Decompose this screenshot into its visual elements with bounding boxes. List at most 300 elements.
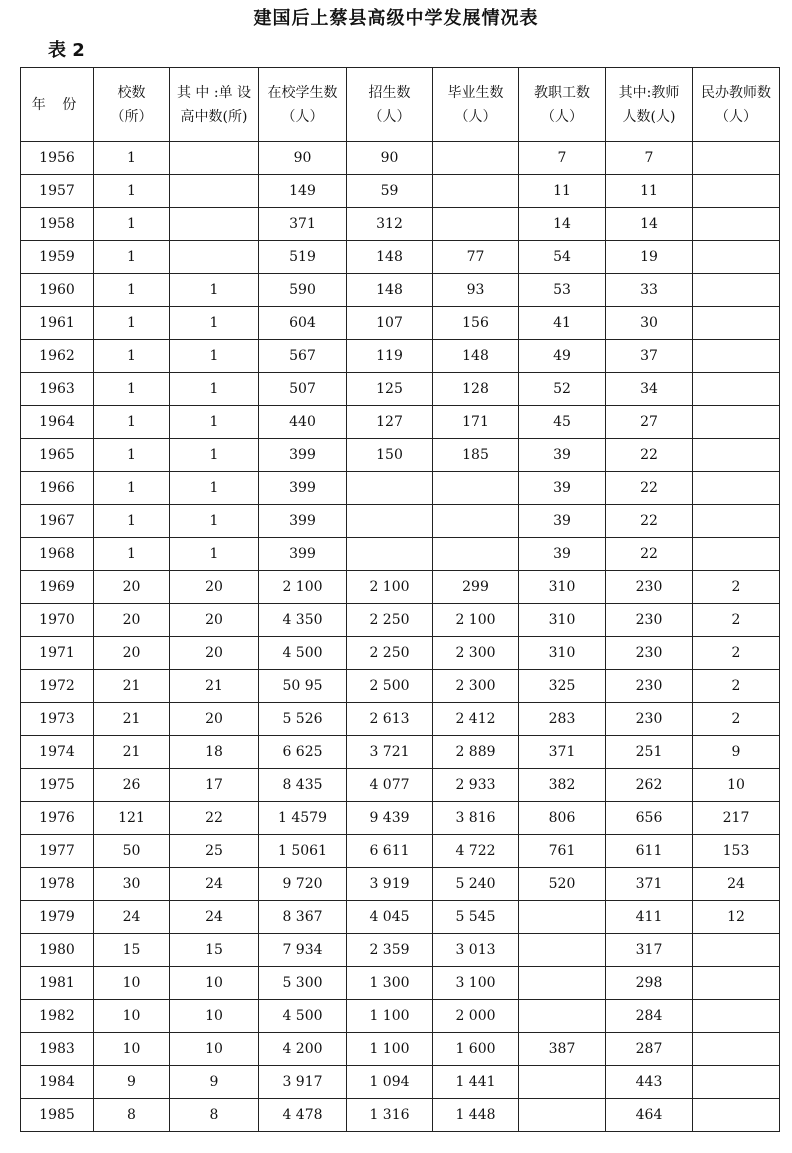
enrolled-cell: 7 934: [259, 934, 347, 967]
standalone-hs-cell: 24: [170, 901, 259, 934]
community-teachers-cell: [693, 142, 780, 175]
teachers-cell: 22: [606, 505, 693, 538]
table-row: [21, 142, 780, 175]
year-cell: 1973: [21, 703, 94, 736]
admissions-cell: 125: [347, 373, 433, 406]
school-count-cell: 50: [94, 835, 170, 868]
standalone-hs-cell: 22: [170, 802, 259, 835]
teachers-cell: 443: [606, 1066, 693, 1099]
community-teachers-cell: [693, 1033, 780, 1066]
table-row: [21, 175, 780, 208]
community-teachers-cell: [693, 1000, 780, 1033]
standalone-hs-cell: 1: [170, 472, 259, 505]
table-row: [21, 505, 780, 538]
year-cell: 1959: [21, 241, 94, 274]
enrolled-cell: 90: [259, 142, 347, 175]
admissions-cell: 59: [347, 175, 433, 208]
standalone-hs-cell: 24: [170, 868, 259, 901]
year-cell: 1980: [21, 934, 94, 967]
teachers-cell: 262: [606, 769, 693, 802]
community-teachers-cell: 12: [693, 901, 780, 934]
school-count-cell: 1: [94, 175, 170, 208]
teachers-cell: 22: [606, 439, 693, 472]
year-cell: 1963: [21, 373, 94, 406]
school-count-cell: 21: [94, 736, 170, 769]
staff-cell: 310: [519, 571, 606, 604]
graduates-cell: 2 300: [433, 670, 519, 703]
staff-cell: 14: [519, 208, 606, 241]
year-cell: 1969: [21, 571, 94, 604]
staff-cell: 41: [519, 307, 606, 340]
community-teachers-cell: [693, 175, 780, 208]
staff-cell: 39: [519, 439, 606, 472]
admissions-cell: 1 300: [347, 967, 433, 1000]
staff-cell: 39: [519, 538, 606, 571]
year-cell: 1970: [21, 604, 94, 637]
graduates-cell: [433, 505, 519, 538]
table-row: [21, 835, 780, 868]
school-count-cell: 20: [94, 571, 170, 604]
column-header-admissions: 招生数 （人）: [347, 68, 433, 142]
year-cell: 1957: [21, 175, 94, 208]
standalone-hs-cell: [170, 175, 259, 208]
school-count-cell: 9: [94, 1066, 170, 1099]
teachers-cell: 611: [606, 835, 693, 868]
year-cell: 1968: [21, 538, 94, 571]
table-row: [21, 769, 780, 802]
standalone-hs-cell: 1: [170, 274, 259, 307]
community-teachers-cell: [693, 472, 780, 505]
community-teachers-cell: [693, 538, 780, 571]
graduates-cell: 128: [433, 373, 519, 406]
table-row: [21, 637, 780, 670]
graduates-cell: 1 448: [433, 1099, 519, 1132]
staff-cell: 387: [519, 1033, 606, 1066]
column-header-enrolled-students: 在校学生数 （人）: [259, 68, 347, 142]
school-count-cell: 1: [94, 208, 170, 241]
teachers-cell: 284: [606, 1000, 693, 1033]
staff-cell: 39: [519, 472, 606, 505]
standalone-hs-cell: 9: [170, 1066, 259, 1099]
graduates-cell: 2 412: [433, 703, 519, 736]
school-count-cell: 1: [94, 406, 170, 439]
staff-cell: 382: [519, 769, 606, 802]
admissions-cell: [347, 505, 433, 538]
standalone-hs-cell: 1: [170, 340, 259, 373]
column-header-standalone-high-schools: 其 中 :单 设 高中数(所): [170, 68, 259, 142]
staff-cell: 325: [519, 670, 606, 703]
school-count-cell: 26: [94, 769, 170, 802]
graduates-cell: 2 933: [433, 769, 519, 802]
graduates-cell: 77: [433, 241, 519, 274]
school-count-cell: 24: [94, 901, 170, 934]
standalone-hs-cell: [170, 241, 259, 274]
community-teachers-cell: 9: [693, 736, 780, 769]
admissions-cell: 119: [347, 340, 433, 373]
teachers-cell: 287: [606, 1033, 693, 1066]
graduates-cell: 4 722: [433, 835, 519, 868]
enrolled-cell: 519: [259, 241, 347, 274]
column-header-staff: 教职工数 （人）: [519, 68, 606, 142]
year-cell: 1956: [21, 142, 94, 175]
admissions-cell: [347, 472, 433, 505]
enrolled-cell: 590: [259, 274, 347, 307]
table-row: [21, 901, 780, 934]
standalone-hs-cell: 1: [170, 373, 259, 406]
column-header-year: 年 份: [21, 68, 94, 142]
table-row: [21, 1099, 780, 1132]
statistics-table: [20, 67, 780, 1132]
school-count-cell: 8: [94, 1099, 170, 1132]
column-header-graduates: 毕业生数 （人）: [433, 68, 519, 142]
teachers-cell: 230: [606, 670, 693, 703]
enrolled-cell: 4 500: [259, 637, 347, 670]
community-teachers-cell: [693, 208, 780, 241]
table-body: [21, 142, 780, 1132]
year-cell: 1984: [21, 1066, 94, 1099]
teachers-cell: 11: [606, 175, 693, 208]
table-row: [21, 670, 780, 703]
staff-cell: 53: [519, 274, 606, 307]
table-row: [21, 340, 780, 373]
table-row: [21, 1033, 780, 1066]
school-count-cell: 1: [94, 472, 170, 505]
community-teachers-cell: [693, 406, 780, 439]
standalone-hs-cell: [170, 208, 259, 241]
enrolled-cell: 5 526: [259, 703, 347, 736]
community-teachers-cell: 2: [693, 637, 780, 670]
standalone-hs-cell: 1: [170, 406, 259, 439]
graduates-cell: 1 600: [433, 1033, 519, 1066]
standalone-hs-cell: 20: [170, 604, 259, 637]
enrolled-cell: 149: [259, 175, 347, 208]
year-cell: 1965: [21, 439, 94, 472]
staff-cell: [519, 967, 606, 1000]
enrolled-cell: 567: [259, 340, 347, 373]
graduates-cell: [433, 208, 519, 241]
year-cell: 1982: [21, 1000, 94, 1033]
admissions-cell: 6 611: [347, 835, 433, 868]
graduates-cell: 299: [433, 571, 519, 604]
school-count-cell: 1: [94, 274, 170, 307]
staff-cell: 7: [519, 142, 606, 175]
column-header-community-teachers: 民办教师数 （人）: [693, 68, 780, 142]
admissions-cell: 1 100: [347, 1033, 433, 1066]
graduates-cell: 2 889: [433, 736, 519, 769]
table-row: [21, 373, 780, 406]
teachers-cell: 34: [606, 373, 693, 406]
enrolled-cell: 4 200: [259, 1033, 347, 1066]
graduates-cell: 185: [433, 439, 519, 472]
teachers-cell: 14: [606, 208, 693, 241]
enrolled-cell: 3 917: [259, 1066, 347, 1099]
school-count-cell: 1: [94, 505, 170, 538]
community-teachers-cell: [693, 505, 780, 538]
teachers-cell: 230: [606, 604, 693, 637]
admissions-cell: 150: [347, 439, 433, 472]
staff-cell: 310: [519, 604, 606, 637]
staff-cell: 283: [519, 703, 606, 736]
admissions-cell: 3 919: [347, 868, 433, 901]
graduates-cell: 3 013: [433, 934, 519, 967]
standalone-hs-cell: 20: [170, 637, 259, 670]
enrolled-cell: 371: [259, 208, 347, 241]
standalone-hs-cell: 8: [170, 1099, 259, 1132]
enrolled-cell: 50 95: [259, 670, 347, 703]
teachers-cell: 317: [606, 934, 693, 967]
year-cell: 1958: [21, 208, 94, 241]
school-count-cell: 121: [94, 802, 170, 835]
graduates-cell: 1 441: [433, 1066, 519, 1099]
admissions-cell: 1 100: [347, 1000, 433, 1033]
year-cell: 1985: [21, 1099, 94, 1132]
admissions-cell: 2 250: [347, 637, 433, 670]
table-row: [21, 307, 780, 340]
school-count-cell: 1: [94, 439, 170, 472]
enrolled-cell: 9 720: [259, 868, 347, 901]
graduates-cell: 2 300: [433, 637, 519, 670]
year-cell: 1972: [21, 670, 94, 703]
graduates-cell: [433, 538, 519, 571]
standalone-hs-cell: 21: [170, 670, 259, 703]
table-row: [21, 439, 780, 472]
teachers-cell: 298: [606, 967, 693, 1000]
teachers-cell: 371: [606, 868, 693, 901]
school-count-cell: 10: [94, 967, 170, 1000]
community-teachers-cell: [693, 373, 780, 406]
table-row: [21, 868, 780, 901]
staff-cell: [519, 1000, 606, 1033]
year-cell: 1981: [21, 967, 94, 1000]
school-count-cell: 21: [94, 703, 170, 736]
staff-cell: [519, 901, 606, 934]
enrolled-cell: 2 100: [259, 571, 347, 604]
standalone-hs-cell: 10: [170, 967, 259, 1000]
year-cell: 1966: [21, 472, 94, 505]
community-teachers-cell: [693, 967, 780, 1000]
school-count-cell: 1: [94, 241, 170, 274]
staff-cell: 806: [519, 802, 606, 835]
admissions-cell: 1 316: [347, 1099, 433, 1132]
admissions-cell: 1 094: [347, 1066, 433, 1099]
teachers-cell: 230: [606, 703, 693, 736]
standalone-hs-cell: [170, 142, 259, 175]
standalone-hs-cell: 20: [170, 703, 259, 736]
teachers-cell: 22: [606, 472, 693, 505]
year-cell: 1976: [21, 802, 94, 835]
enrolled-cell: 440: [259, 406, 347, 439]
teachers-cell: 33: [606, 274, 693, 307]
standalone-hs-cell: 17: [170, 769, 259, 802]
enrolled-cell: 604: [259, 307, 347, 340]
school-count-cell: 20: [94, 604, 170, 637]
enrolled-cell: 507: [259, 373, 347, 406]
community-teachers-cell: 10: [693, 769, 780, 802]
column-header-teachers: 其中:教师 人数(人): [606, 68, 693, 142]
standalone-hs-cell: 20: [170, 571, 259, 604]
graduates-cell: 2 100: [433, 604, 519, 637]
admissions-cell: 4 045: [347, 901, 433, 934]
year-cell: 1977: [21, 835, 94, 868]
community-teachers-cell: 24: [693, 868, 780, 901]
staff-cell: 11: [519, 175, 606, 208]
admissions-cell: 3 721: [347, 736, 433, 769]
table-row: [21, 208, 780, 241]
table-row: [21, 802, 780, 835]
table-row: [21, 1000, 780, 1033]
year-cell: 1962: [21, 340, 94, 373]
table-row: [21, 406, 780, 439]
school-count-cell: 20: [94, 637, 170, 670]
enrolled-cell: 4 350: [259, 604, 347, 637]
graduates-cell: 171: [433, 406, 519, 439]
enrolled-cell: 1 4579: [259, 802, 347, 835]
teachers-cell: 411: [606, 901, 693, 934]
year-cell: 1974: [21, 736, 94, 769]
table-row: [21, 604, 780, 637]
staff-cell: 49: [519, 340, 606, 373]
admissions-cell: 148: [347, 241, 433, 274]
graduates-cell: 3 816: [433, 802, 519, 835]
table-row: [21, 736, 780, 769]
admissions-cell: 2 359: [347, 934, 433, 967]
admissions-cell: 312: [347, 208, 433, 241]
community-teachers-cell: 217: [693, 802, 780, 835]
admissions-cell: 148: [347, 274, 433, 307]
graduates-cell: 93: [433, 274, 519, 307]
community-teachers-cell: [693, 934, 780, 967]
enrolled-cell: 399: [259, 472, 347, 505]
graduates-cell: 5 545: [433, 901, 519, 934]
enrolled-cell: 6 625: [259, 736, 347, 769]
admissions-cell: 2 500: [347, 670, 433, 703]
graduates-cell: 148: [433, 340, 519, 373]
teachers-cell: 230: [606, 571, 693, 604]
year-cell: 1960: [21, 274, 94, 307]
staff-cell: [519, 1066, 606, 1099]
graduates-cell: [433, 175, 519, 208]
year-cell: 1967: [21, 505, 94, 538]
enrolled-cell: 4 500: [259, 1000, 347, 1033]
staff-cell: 54: [519, 241, 606, 274]
community-teachers-cell: [693, 439, 780, 472]
enrolled-cell: 5 300: [259, 967, 347, 1000]
table-row: [21, 571, 780, 604]
staff-cell: 371: [519, 736, 606, 769]
community-teachers-cell: [693, 1066, 780, 1099]
admissions-cell: 127: [347, 406, 433, 439]
enrolled-cell: 4 478: [259, 1099, 347, 1132]
school-count-cell: 15: [94, 934, 170, 967]
graduates-cell: 5 240: [433, 868, 519, 901]
teachers-cell: 27: [606, 406, 693, 439]
school-count-cell: 10: [94, 1000, 170, 1033]
teachers-cell: 19: [606, 241, 693, 274]
table-row: [21, 241, 780, 274]
year-cell: 1978: [21, 868, 94, 901]
table-label: 表 2: [48, 40, 85, 61]
school-count-cell: 1: [94, 373, 170, 406]
graduates-cell: 2 000: [433, 1000, 519, 1033]
graduates-cell: [433, 142, 519, 175]
teachers-cell: 30: [606, 307, 693, 340]
page-title: 建国后上蔡县高级中学发展情况表: [253, 8, 539, 29]
school-count-cell: 1: [94, 307, 170, 340]
school-count-cell: 1: [94, 142, 170, 175]
community-teachers-cell: 2: [693, 670, 780, 703]
community-teachers-cell: 153: [693, 835, 780, 868]
enrolled-cell: 1 5061: [259, 835, 347, 868]
teachers-cell: 230: [606, 637, 693, 670]
enrolled-cell: 8 435: [259, 769, 347, 802]
admissions-cell: 90: [347, 142, 433, 175]
school-count-cell: 1: [94, 340, 170, 373]
school-count-cell: 21: [94, 670, 170, 703]
community-teachers-cell: 2: [693, 703, 780, 736]
table-row: [21, 274, 780, 307]
admissions-cell: 107: [347, 307, 433, 340]
enrolled-cell: 399: [259, 439, 347, 472]
school-count-cell: 30: [94, 868, 170, 901]
community-teachers-cell: [693, 340, 780, 373]
staff-cell: 761: [519, 835, 606, 868]
community-teachers-cell: [693, 307, 780, 340]
staff-cell: 52: [519, 373, 606, 406]
community-teachers-cell: 2: [693, 571, 780, 604]
table-row: [21, 538, 780, 571]
admissions-cell: 9 439: [347, 802, 433, 835]
school-count-cell: 1: [94, 538, 170, 571]
header-row: [21, 68, 780, 142]
standalone-hs-cell: 18: [170, 736, 259, 769]
enrolled-cell: 399: [259, 505, 347, 538]
year-cell: 1975: [21, 769, 94, 802]
standalone-hs-cell: 25: [170, 835, 259, 868]
staff-cell: 39: [519, 505, 606, 538]
enrolled-cell: 8 367: [259, 901, 347, 934]
staff-cell: [519, 934, 606, 967]
teachers-cell: 464: [606, 1099, 693, 1132]
column-header-school-count: 校数 （所）: [94, 68, 170, 142]
year-cell: 1983: [21, 1033, 94, 1066]
teachers-cell: 7: [606, 142, 693, 175]
standalone-hs-cell: 10: [170, 1033, 259, 1066]
standalone-hs-cell: 15: [170, 934, 259, 967]
year-cell: 1971: [21, 637, 94, 670]
table-row: [21, 967, 780, 1000]
community-teachers-cell: [693, 274, 780, 307]
admissions-cell: 2 613: [347, 703, 433, 736]
teachers-cell: 22: [606, 538, 693, 571]
admissions-cell: 2 250: [347, 604, 433, 637]
standalone-hs-cell: 1: [170, 439, 259, 472]
graduates-cell: 3 100: [433, 967, 519, 1000]
staff-cell: 45: [519, 406, 606, 439]
table-row: [21, 472, 780, 505]
admissions-cell: [347, 538, 433, 571]
teachers-cell: 37: [606, 340, 693, 373]
table-row: [21, 703, 780, 736]
staff-cell: [519, 1099, 606, 1132]
teachers-cell: 656: [606, 802, 693, 835]
community-teachers-cell: 2: [693, 604, 780, 637]
graduates-cell: 156: [433, 307, 519, 340]
table-row: [21, 1066, 780, 1099]
standalone-hs-cell: 1: [170, 505, 259, 538]
admissions-cell: 4 077: [347, 769, 433, 802]
admissions-cell: 2 100: [347, 571, 433, 604]
enrolled-cell: 399: [259, 538, 347, 571]
